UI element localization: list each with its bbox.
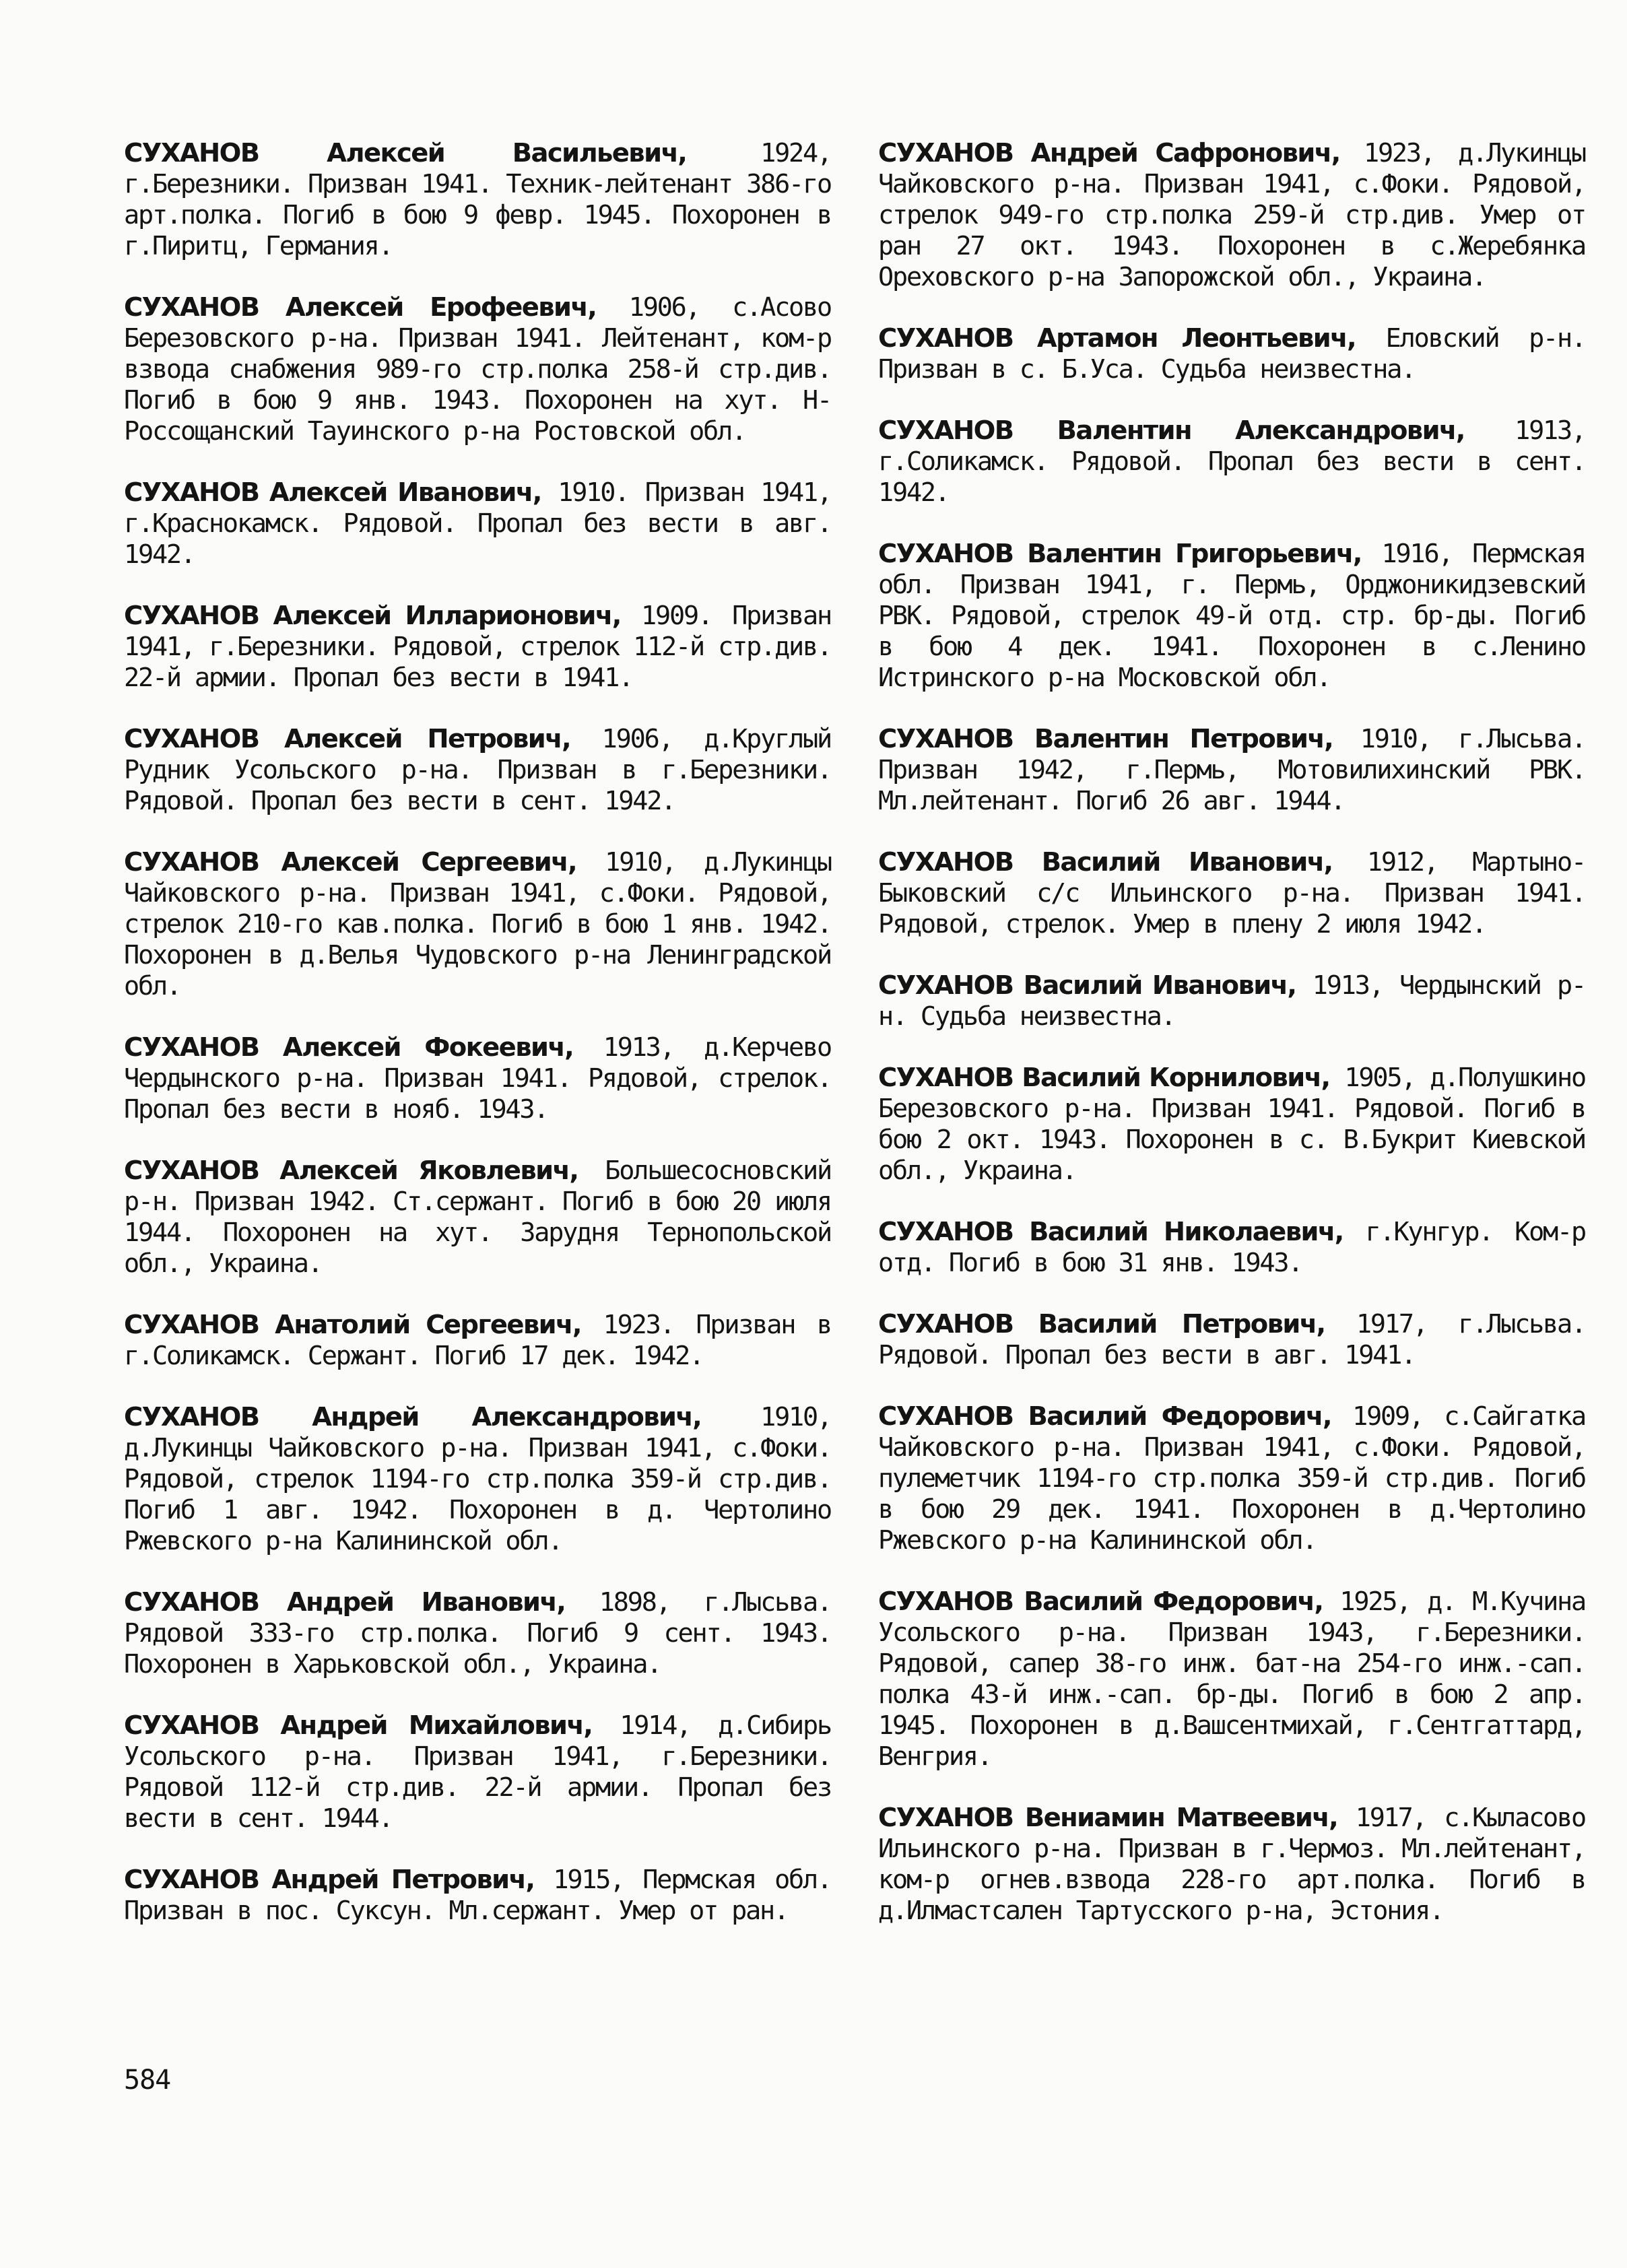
biography-entry (124, 477, 831, 570)
entry-text: 1906, д.Круглый Рудник Усольского р-на. Призван в г.Березники. Рядовой. Пропал без вести в сент. 1942. (124, 724, 831, 816)
right-column (878, 138, 1585, 1957)
entry-name: СУХАНОВ Василий Корнилович, (878, 1063, 1330, 1093)
entry-text: 1923. Призван в г.Соликамск. Сержант. Погиб 17 дек. 1942. (124, 1310, 831, 1371)
entry-name: СУХАНОВ Анатолий Сергеевич, (124, 1310, 581, 1340)
entry-text: 1913, г.Соликамск. Рядовой. Пропал без вести в сент. 1942. (878, 415, 1585, 508)
entry-name: СУХАНОВ Василий Федорович, (878, 1401, 1331, 1432)
entry-name: СУХАНОВ Андрей Сафронович, (878, 138, 1340, 168)
entry-name: СУХАНОВ Артамон Леонтьевич, (878, 323, 1356, 354)
entry-text: 1915, Пермская обл. Призван в пос. Суксун. Мл.сержант. Умер от ран. (124, 1865, 831, 1926)
left-column (124, 138, 831, 1957)
entry-text: 1910. Призван 1941, г.Краснокамск. Рядовой. Пропал без вести в авг. 1942. (124, 477, 831, 570)
entry-name: СУХАНОВ Валентин Александрович, (878, 415, 1465, 446)
biography-entry (878, 323, 1585, 385)
biography-entry (124, 847, 831, 1002)
entry-text: 1912, Мартыно-Быковский с/с Ильинского р-на. Призван 1941. Рядовой, стрелок. Умер в плену 2 июля 1942. (878, 847, 1585, 939)
entry-text: 1909, с.Сайгатка Чайковского р-на. Призван 1941, с.Фоки. Рядовой, пулеметчик 1194-го стр.полка 359-й стр.див. Погиб в бою 29 дек. 1941. Похоронен в д.Чертолино Ржевского р-на Калининской обл. (878, 1401, 1585, 1556)
entry-text: 1916, Пермская обл. Призван 1941, г. Пермь, Орджоникидзевский РВК. Рядовой, стрелок 49-й отд. стр. бр-ды. Погиб в бою 4 дек. 1941. Похоронен в с.Ленино Истринского р-на Московской обл. (878, 539, 1586, 693)
entry-text: Еловский р-н. Призван в с. Б.Уса. Судьба неизвестна. (878, 323, 1585, 385)
entry-text: 1910, д.Лукинцы Чайковского р-на. Призван 1941, с.Фоки. Рядовой, стрелок 1194-го стр.полка 359-й стр.див. Погиб 1 авг. 1942. Похоронен в д. Чертолино Ржевского р-на Калининской обл. (124, 1402, 831, 1556)
entry-name: СУХАНОВ Василий Федорович, (878, 1587, 1323, 1617)
biography-entry (124, 724, 831, 817)
biography-entry (878, 138, 1585, 293)
biography-entry (124, 138, 831, 262)
entry-name: СУХАНОВ Василий Петрович, (878, 1309, 1325, 1339)
entry-text: 1906, с.Асово Березовского р-на. Призван 1941. Лейтенант, ком-р взвода снабжения 989-го стр.полка 258-й стр.див. Погиб в бою 9 янв. 1943. Похоронен на хут. Н-Россощанский Тауинского р-на Ростовской обл. (124, 292, 831, 446)
entry-text: 1924, г.Березники. Призван 1941. Техник-лейтенант 386-го арт.полка. Погиб в бою 9 февр. 1945. Похоронен в г.Пиритц, Германия. (124, 138, 831, 261)
entry-text: 1923, д.Лукинцы Чайковского р-на. Призван 1941, с.Фоки. Рядовой, стрелок 949-го стр.полка 259-й стр.див. Умер от ран 27 окт. 1943. Похоронен в с.Жеребянка Ореховского р-на Запорожской обл., Украина. (878, 138, 1585, 292)
entry-name: СУХАНОВ Алексей Сергеевич, (124, 847, 577, 877)
biography-entry (878, 1217, 1585, 1279)
entry-name: СУХАНОВ Василий Николаевич, (878, 1217, 1343, 1247)
entry-name: СУХАНОВ Василий Иванович, (878, 970, 1296, 1001)
entry-name: СУХАНОВ Валентин Петрович, (878, 724, 1333, 754)
entry-name: СУХАНОВ Алексей Васильевич, (124, 138, 687, 168)
entry-text: 1917, с.Кыласово Ильинского р-на. Призван в г.Чермоз. Мл.лейтенант, ком-р огнев.взвода 228-го арт.полка. Погиб в д.Илмастсален Тартусского р-на, Эстония. (878, 1803, 1585, 1926)
entry-name: СУХАНОВ Алексей Яковлевич, (124, 1156, 578, 1186)
biography-entry (878, 724, 1585, 817)
entry-text: 1910, д.Лукинцы Чайковского р-на. Призван 1941, с.Фоки. Рядовой, стрелок 210-го кав.полка. Погиб в бою 1 янв. 1942. Похоронен в д.Велья Чудовского р-на Ленинградской обл. (124, 847, 831, 1001)
entry-name: СУХАНОВ Василий Иванович, (878, 847, 1333, 877)
page-number: 584 (124, 2065, 171, 2096)
biography-entry (878, 1309, 1585, 1371)
entry-name: СУХАНОВ Вениамин Матвеевич, (878, 1803, 1338, 1833)
biography-entry (878, 1401, 1585, 1556)
biography-entry (878, 415, 1585, 508)
biography-entry (124, 1587, 831, 1680)
entry-name: СУХАНОВ Валентин Григорьевич, (878, 539, 1362, 569)
biography-entry (124, 601, 831, 694)
entry-name: СУХАНОВ Алексей Ерофеевич, (124, 292, 597, 323)
biography-entry (878, 847, 1585, 940)
biography-entry (878, 539, 1585, 694)
biography-entry (878, 970, 1585, 1032)
entry-text: 1913, Чердынский р-н. Судьба неизвестна. (878, 970, 1585, 1032)
entry-text: 1898, г.Лысьва. Рядовой 333-го стр.полка. Погиб 9 сент. 1943. Похоронен в Харьковской обл., Украина. (124, 1587, 831, 1679)
entry-text: 1905, д.Полушкино Березовского р-на. Призван 1941. Рядовой. Погиб в бою 2 окт. 1943. Похоронен в с. В.Букрит Киевской обл., Украина. (878, 1063, 1585, 1186)
entry-text: 1909. Призван 1941, г.Березники. Рядовой, стрелок 112-й стр.див. 22-й армии. Пропал без вести в 1941. (124, 601, 831, 693)
biography-entry (124, 1310, 831, 1372)
entry-text: Большесосновский р-н. Призван 1942. Ст.сержант. Погиб в бою 20 июля 1944. Похоронен на хут. Зарудня Тернопольской обл., Украина. (124, 1156, 831, 1279)
entry-text: 1913, д.Керчево Чердынского р-на. Призван 1941. Рядовой, стрелок. Пропал без вести в нояб. 1943. (124, 1032, 831, 1125)
entry-text: г.Кунгур. Ком-р отд. Погиб в бою 31 янв. 1943. (878, 1217, 1585, 1278)
entry-text: 1925, д. М.Кучина Усольского р-на. Призван 1943, г.Березники. Рядовой, сапер 38-го инж. бат-на 254-го инж.-сап. полка 43-й инж.-сап. бр-ды. Погиб в бою 2 апр. 1945. Похоронен в д.Вашсентмихай, г.Сентгаттард, Венгрия. (878, 1587, 1586, 1772)
entry-name: СУХАНОВ Андрей Иванович, (124, 1587, 566, 1617)
entry-name: СУХАНОВ Андрей Петрович, (124, 1865, 535, 1895)
entry-name: СУХАНОВ Алексей Иванович, (124, 477, 541, 508)
entry-name: СУХАНОВ Андрей Михайлович, (124, 1710, 593, 1741)
biography-entry (878, 1587, 1585, 1772)
biography-entry (124, 1710, 831, 1834)
entry-text: 1914, д.Сибирь Усольского р-на. Призван 1941, г.Березники. Рядовой 112-й стр.див. 22-й армии. Пропал без вести в сент. 1944. (124, 1710, 831, 1834)
entry-name: СУХАНОВ Алексей Петрович, (124, 724, 571, 754)
biography-entry (878, 1803, 1585, 1927)
entry-text: 1917, г.Лысьва. Рядовой. Пропал без вести в авг. 1941. (878, 1309, 1585, 1370)
biography-entry (124, 1032, 831, 1125)
entry-name: СУХАНОВ Алексей Илларионович, (124, 601, 621, 631)
biography-entry (124, 1865, 831, 1927)
biography-entry (124, 1402, 831, 1557)
biography-entry (124, 1156, 831, 1279)
entry-name: СУХАНОВ Андрей Александрович, (124, 1402, 702, 1432)
biography-entry (124, 292, 831, 447)
entry-name: СУХАНОВ Алексей Фокеевич, (124, 1032, 574, 1063)
biography-entry (878, 1063, 1585, 1187)
entry-text: 1910, г.Лысьва. Призван 1942, г.Пермь, Мотовилихинский РВК. Мл.лейтенант. Погиб 26 авг. 1944. (878, 724, 1585, 816)
